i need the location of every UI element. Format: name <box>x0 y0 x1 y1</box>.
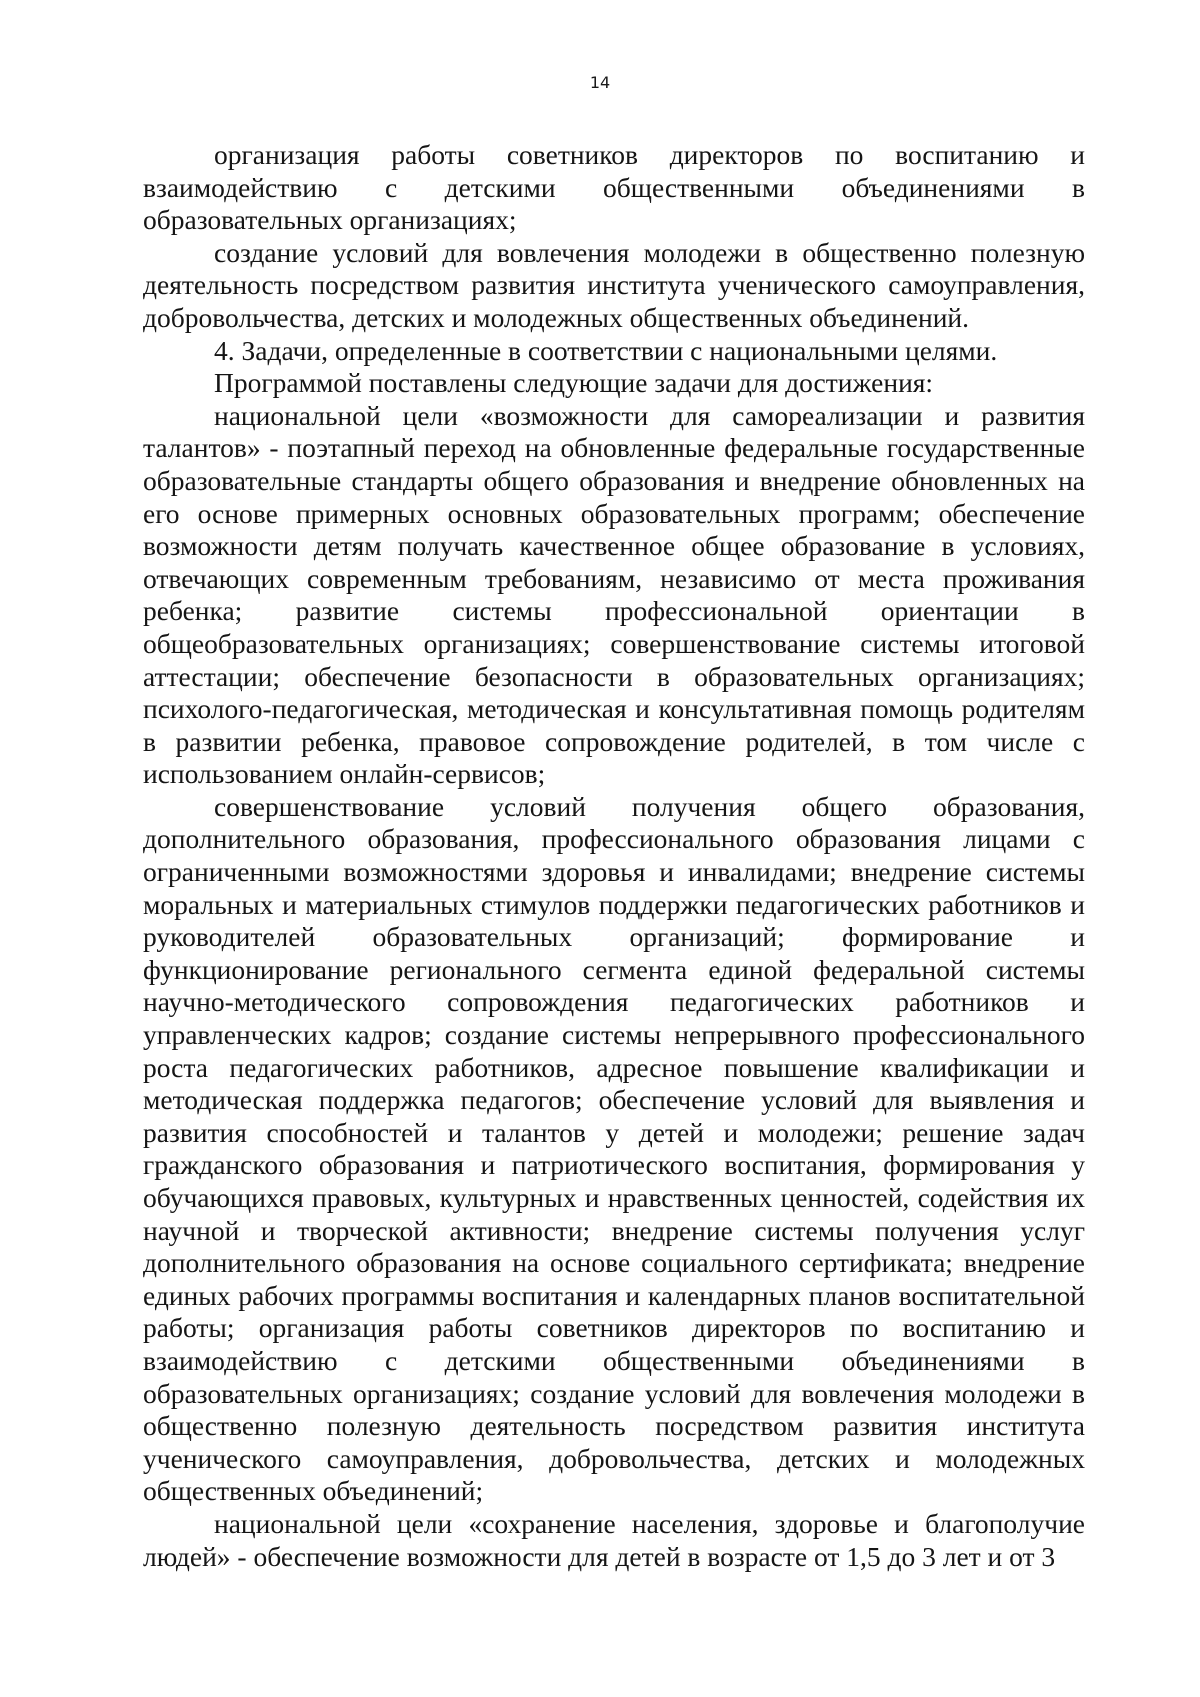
paragraph-tasks-intro: Программой поставлены следующие задачи для достижения: <box>214 367 934 399</box>
paragraph-improvement-conditions: совершенствование условий получения общего образования, дополнительного образования, профессионального образования лицами с ограниченными возможностями здоровья и инвалидами; внедрение системы моральных и материальных стимулов поддержки педагогических работников и руководителей образовательных организаций; формирование и функционирование регионального сегмента единой федеральной системы научно-методического сопровождения педагогических работников и управленческих кадров; создание системы непрерывного профессионального роста педагогических работников, адресное повышение квалификации и методическая поддержка педагогов; обеспечение условий для выявления и развития способностей и талантов у детей и молодежи; решение задач гражданского образования и патриотического воспитания, формирования у обучающихся правовых, культурных и нравственных ценностей, содействия их научной и творческой активности; внедрение системы получения услуг дополнительного образования на основе социального сертификата; внедрение единых рабочих программы воспитания и календарных планов воспитательной работы; организация работы советников директоров по воспитанию и взаимодействию с детскими общественными объединениями в образовательных организациях; создание условий для вовлечения молодежи в общественно полезную деятельность посредством развития института ученического самоуправления, добровольчества, детских и молодежных общественных объединений; <box>143 790 1085 1507</box>
section-heading-tasks: 4. Задачи, определенные в соответствии с национальными целями. <box>214 334 998 366</box>
document-body <box>143 139 1085 1573</box>
paragraph-goal-population: национальной цели «сохранение населения, здоровье и благополучие людей» - обеспечение возможности для детей в возрасте от 1,5 до 3 лет и от 3 <box>143 1507 1085 1572</box>
paragraph-youth-involvement: создание условий для вовлечения молодежи в общественно полезную деятельность посредством развития института ученического самоуправления, добровольчества, детских и молодежных общественных объединений. <box>143 236 1085 333</box>
page-number: 14 <box>589 73 611 92</box>
paragraph-goal-talents: национальной цели «возможности для самореализации и развития талантов» - поэтапный переход на обновленные федеральные государственные образовательные стандарты общего образования и внедрение обновленных на его основе примерных основных образовательных программ; обеспечение возможности детям получать качественное общее образование в условиях, отвечающих современным требованиям, независимо от места проживания ребенка; развитие системы профессиональной ориентации в общеобразовательных организациях; совершенствование системы итоговой аттестации; обеспечение безопасности в образовательных организациях; психолого-педагогическая, методическая и консультативная помощь родителям в развитии ребенка, правовое сопровождение родителей, в том числе с использованием онлайн-сервисов; <box>143 399 1085 790</box>
paragraph-advisors: организация работы советников директоров по воспитанию и взаимодействию с детскими общественными объединениями в образовательных организациях; <box>143 139 1085 236</box>
